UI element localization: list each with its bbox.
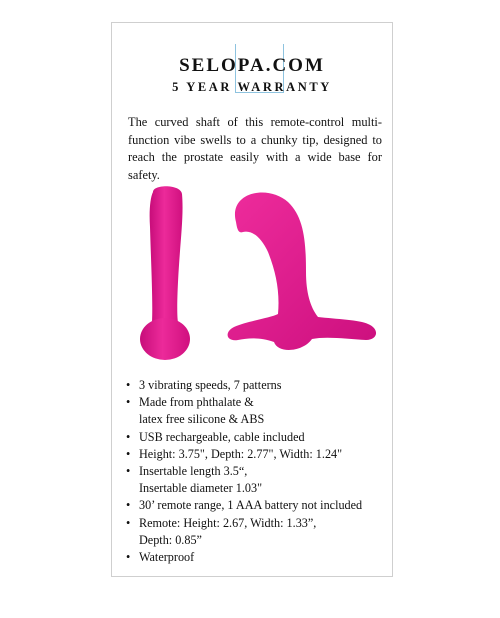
spec-line: latex free silicone & ABS [139, 412, 265, 427]
spec-item [124, 394, 386, 428]
spec-line: 30’ remote range, 1 AAA battery not included [139, 498, 363, 513]
spec-line: Insertable diameter 1.03" [139, 481, 263, 496]
warranty-subtitle: 5 YEAR WARRANTY [172, 80, 332, 94]
bullet-icon: • [126, 464, 131, 479]
bullet-icon: • [126, 446, 131, 461]
curved-vibrator-product-image [128, 182, 382, 372]
product-description: The curved shaft of this remote-control multi-function vibe swells to a chunky tip, designed to reach the prostate easily with a wide base for safety. [128, 115, 382, 182]
spec-item [124, 446, 386, 463]
spec-line: Remote: Height: 2.67, Width: 1.33”, [139, 515, 317, 530]
spec-item [124, 463, 386, 497]
spec-line: Made from phthalate & [139, 395, 254, 410]
product-side-view [140, 186, 190, 360]
spec-line: Insertable length 3.5“, [139, 464, 248, 479]
bullet-icon: • [126, 378, 131, 392]
spec-item [124, 497, 386, 514]
product-curved-view [228, 192, 376, 349]
spec-item [124, 377, 386, 394]
bullet-icon: • [126, 395, 131, 410]
bullet-icon: • [126, 498, 131, 513]
spec-line: Height: 3.75", Depth: 2.77", Width: 1.24" [139, 446, 343, 461]
spec-item [124, 549, 386, 566]
bullet-icon: • [126, 515, 131, 530]
spec-line: USB rechargeable, cable included [139, 429, 305, 444]
spec-line: Waterproof [139, 550, 195, 565]
spec-line: Depth: 0.85” [139, 532, 202, 547]
spec-list [124, 377, 386, 566]
spec-item [124, 515, 386, 549]
spec-item [124, 429, 386, 446]
brand-title: SELOPA.COM [179, 55, 325, 76]
spec-line: 3 vibrating speeds, 7 patterns [139, 378, 282, 392]
bullet-icon: • [126, 550, 131, 565]
bullet-icon: • [126, 429, 131, 444]
